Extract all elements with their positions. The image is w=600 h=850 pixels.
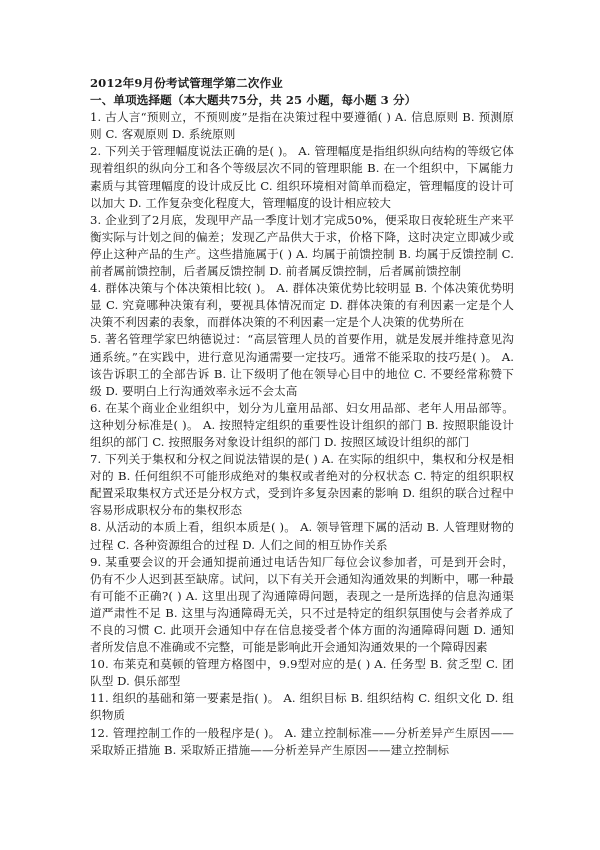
- section-heading: 一、单项选择题（本大题共75分，共 25 小题，每小题 3 分）: [90, 93, 417, 108]
- question-2: 2. 下列关于管理幅度说法正确的是( )。 A. 管理幅度是指组织纵向结构的等级它体现着组织的纵向分工和各个等级层次不同的管理职能 B. 在一个组织中，下属能力素质与其管理幅度的设计成反比 C. 组织环境相对简单而稳定，管理幅度的设计可以加大 D. 工作复杂变化程度大，管理幅度的设计相应较大: [90, 144, 514, 210]
- question-1: 1. 古人言“预则立，不预则废”是指在决策过程中要遵循( ) A. 信息原则 B. 预测原则 C. 客观原则 D. 系统原则: [90, 110, 514, 142]
- question-12: 12. 管理控制工作的一般程序是( )。 A. 建立控制标准——分析差异产生原因——采取矫正措施 B. 采取矫正措施——分析差异产生原因——建立控制标: [90, 725, 514, 757]
- question-9: 9. 某重要会议的开会通知提前通过电话告知厂每位会议参加者，可是到开会时，仍有不少人迟到甚至缺席。试问，以下有关开会通知沟通效果的判断中，哪一种最有可能不正确?( ) A. 这里出现了沟通障碍问题，表现之一是所选择的信息沟通渠道严肃性不足 B. 这里与沟通障碍无关，只不过是特定的组织氛围使与会者养成了不良的习惯 C. 此项开会通知中存在信息接受者个体方面的沟通障碍问题 D. 通知者所发信息不准确或不完整，可能是影响此开会通知沟通效果的一个障碍因素: [90, 554, 514, 655]
- question-8: 8. 从活动的本质上看，组织本质是( )。 A. 领导管理下属的活动 B. 人管理财物的过程 C. 各种资源组合的过程 D. 人们之间的相互协作关系: [90, 520, 514, 552]
- question-11: 11. 组织的基础和第一要素是指( )。 A. 组织目标 B. 组织结构 C. 组织文化 D. 组织物质: [90, 691, 514, 723]
- question-5: 5. 著名管理学家巴纳德说过：“高层管理人员的首要作用，就是发展并维持意见沟通系统。”在实践中，进行意见沟通需要一定技巧。通常不能采取的技巧是( )。 A. 该告诉职工的全部告诉 B. 让下级明了他在领导心目中的地位 C. 不要经常称赞下级 D. 要明白上行沟通效率永远不会太高: [90, 332, 514, 398]
- question-7: 7. 下列关于集权和分权之间说法错误的是( ) A. 在实际的组织中，集权和分权是相对的 B. 任何组织不可能形成绝对的集权或者绝对的分权状态 C. 特定的组织职权配置采取集权方式还是分权方式，受到许多复杂因素的影响 D. 组织的联合过程中容易形成职权分布的集权形态: [90, 452, 514, 518]
- question-6: 6. 在某个商业企业组织中，划分为儿童用品部、妇女用品部、老年人用品部等。这种划分标准是( )。 A. 按照特定组织的重要性设计组织的部门 B. 按照职能设计组织的部门 C. 按照服务对象设计组织的部门 D. 按照区域设计组织的部门: [90, 400, 514, 449]
- question-4: 4. 群体决策与个体决策相比较( )。 A. 群体决策优势比较明显 B. 个体决策优势明显 C. 究竟哪种决策有利，要视具体情况而定 D. 群体决策的有利因素一定是个人决策不利因素的表象，而群体决策的不利因素一定是个人决策的优势所在: [90, 281, 514, 330]
- question-3: 3. 企业到了2月底，发现甲产品一季度计划才完成50%，便采取日夜轮班生产来平衡实际与计划之间的偏差；发现乙产品供大于求，价格下降，这时决定立即减少或停止这种产品的生产。这些措施属于( ) A. 均属于前馈控制 B. 均属于反馈控制 C. 前者属前馈控制，后者属反馈控制 D. 前者属反馈控制，后者属前馈控制: [90, 212, 514, 279]
- question-10: 10. 布莱克和莫顿的管理方格图中，9.9型对应的是( ) A. 任务型 B. 贫乏型 C. 团队型 D. 俱乐部型: [90, 657, 514, 689]
- document-body: [90, 75, 514, 759]
- document-title: 2012年9月份考试管理学第二次作业: [90, 76, 283, 90]
